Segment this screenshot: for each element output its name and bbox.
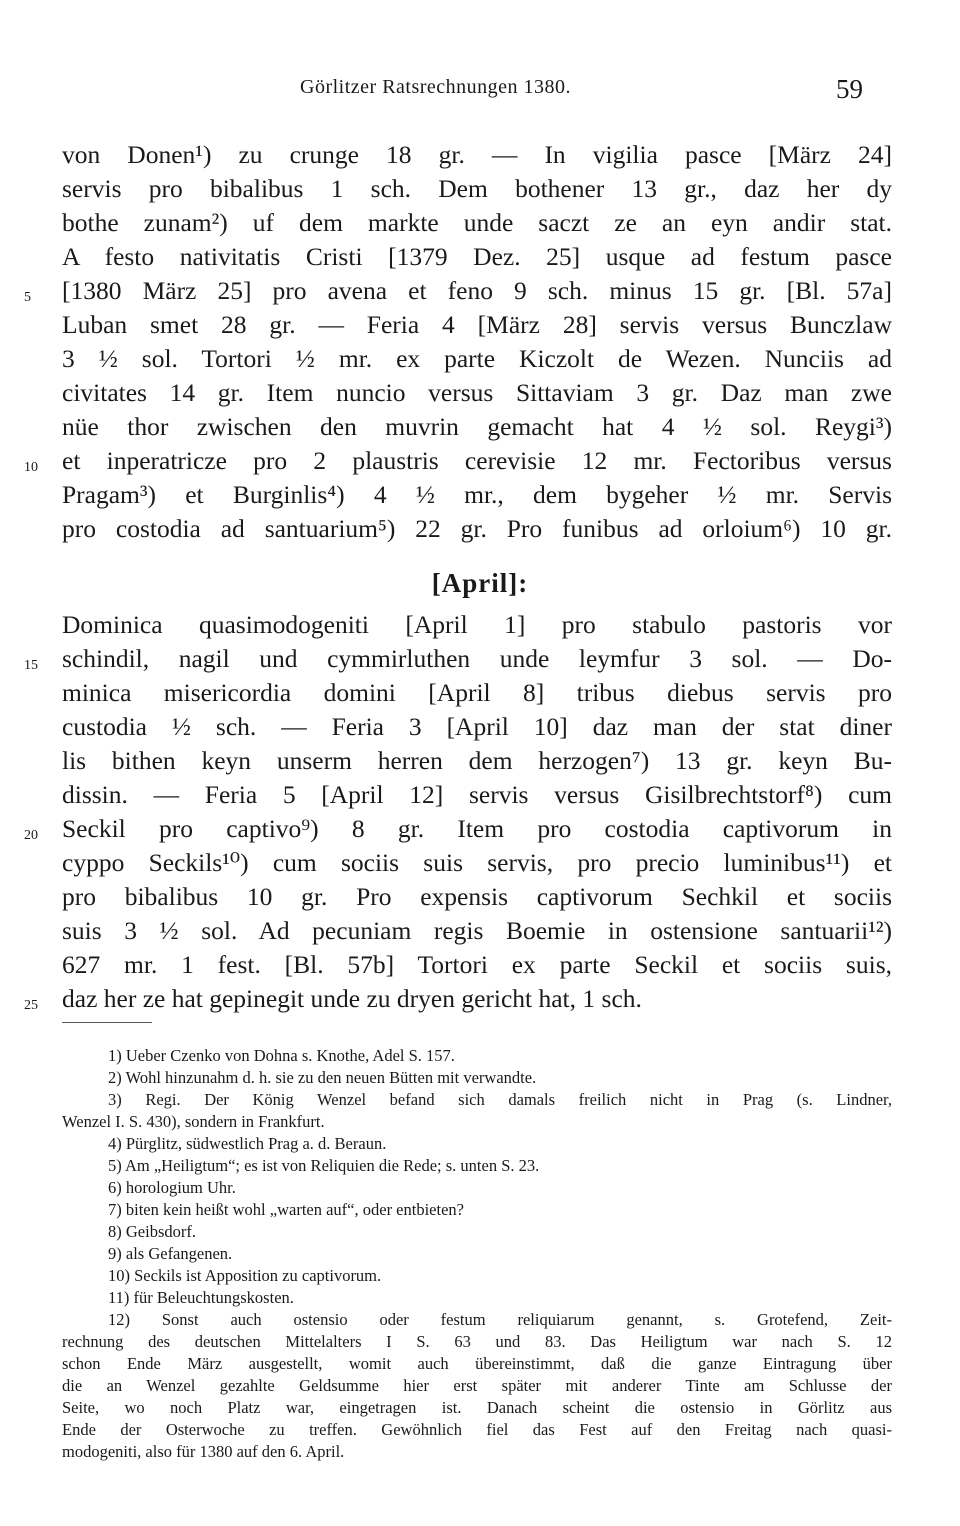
text-line: servis pro bibalibus 1 sch. Dem bothener 13 gr., daz her dy xyxy=(62,174,892,203)
text-line: A festo nativitatis Cristi [1379 Dez. 25] usque ad festum pasce xyxy=(62,242,892,271)
text-line: daz her ze hat gepinegit unde zu dryen gericht hat, 1 sch. xyxy=(62,984,642,1013)
footnote: 3) Regi. Der König Wenzel befand sich damals freilich nicht in Prag (s. Lindner, xyxy=(108,1090,892,1109)
text-line: et inperatricze pro 2 plaustris cerevisie 12 mr. Fectoribus versus xyxy=(62,446,892,475)
footnote: 7) biten kein heißt wohl „warten auf“, oder entbieten? xyxy=(108,1200,464,1219)
text-line: lis bithen keyn unserm herren dem herzogen⁷) 13 gr. keyn Bu- xyxy=(62,746,892,775)
line-number: 10 xyxy=(24,460,38,475)
footnote: 1) Ueber Czenko von Dohna s. Knothe, Adel S. 157. xyxy=(108,1046,455,1065)
page-header xyxy=(0,74,960,110)
line-number: 15 xyxy=(24,658,38,673)
section-heading: [April]: xyxy=(431,568,529,598)
text-line: Pragam³) et Burginlis⁴) 4 ½ mr., dem bygeher ½ mr. Servis xyxy=(62,480,892,509)
text-line: nüe thor zwischen den muvrin gemacht hat 4 ½ sol. Reygi³) xyxy=(62,412,892,441)
footnote: 11) für Beleuchtungskosten. xyxy=(108,1288,294,1307)
footnote: 2) Wohl hinzunahm d. h. sie zu den neuen Bütten mit verwandte. xyxy=(108,1068,537,1087)
footnote: 4) Pürglitz, südwestlich Prag a. d. Beraun. xyxy=(108,1134,387,1153)
text-line: minica misericordia domini [April 8] tribus diebus servis pro xyxy=(62,678,892,707)
footnote: modogeniti, also für 1380 auf den 6. April. xyxy=(62,1442,345,1461)
text-line: bothe zunam²) uf dem markte unde saczt ze an eyn andir stat. xyxy=(62,208,892,237)
page-number: 59 xyxy=(836,74,863,104)
running-title: Görlitzer Ratsrechnungen 1380. xyxy=(300,76,572,98)
text-line: cyppo Seckils¹⁰) cum sociis suis servis, pro precio luminibus¹¹) et xyxy=(62,848,892,877)
footnote: 12) Sonst auch ostensio oder festum reliquiarum genannt, s. Grotefend, Zeit- xyxy=(108,1310,892,1329)
text-line: 3 ½ sol. Tortori ½ mr. ex parte Kiczolt de Wezen. Nunciis ad xyxy=(62,344,892,373)
footnote: 10) Seckils ist Apposition zu captivorum. xyxy=(108,1266,382,1285)
text-line: dissin. — Feria 5 [April 12] servis versus Gisilbrechtstorf⁸) cum xyxy=(62,780,892,809)
footnote-divider xyxy=(62,1022,152,1023)
text-line: custodia ½ sch. — Feria 3 [April 10] daz man der stat diner xyxy=(62,712,892,741)
footnote: 6) horologium Uhr. xyxy=(108,1178,236,1197)
text-line: Seckil pro captivo⁹) 8 gr. Item pro costodia captivorum in xyxy=(62,814,892,843)
text-line: pro costodia ad santuarium⁵) 22 gr. Pro funibus ad orloium⁶) 10 gr. xyxy=(62,514,892,543)
footnote: Wenzel I. S. 430), sondern in Frankfurt. xyxy=(62,1112,325,1131)
text-line: suis 3 ½ sol. Ad pecuniam regis Boemie in ostensione santuarii¹²) xyxy=(62,916,892,945)
text-line: pro bibalibus 10 gr. Pro expensis captivorum Sechkil et sociis xyxy=(62,882,892,911)
text-line: [1380 März 25] pro avena et feno 9 sch. minus 15 gr. [Bl. 57a] xyxy=(62,276,892,305)
footnote: schon Ende März ausgestellt, womit auch übereinstimmt, daß die ganze Eintragung über xyxy=(62,1354,892,1373)
footnote: rechnung des deutschen Mittelalters I S. 63 und 83. Das Heiligtum war nach S. 12 xyxy=(62,1332,892,1351)
text-line: Luban smet 28 gr. — Feria 4 [März 28] servis versus Bunczlaw xyxy=(62,310,892,339)
footnote: die an Wenzel gezahlte Geldsumme hier erst später mit anderer Tinte am Schlusse der xyxy=(62,1376,892,1395)
text-line: Dominica quasimodogeniti [April 1] pro stabulo pastoris vor xyxy=(62,610,892,639)
text-line: 627 mr. 1 fest. [Bl. 57b] Tortori ex parte Seckil et sociis suis, xyxy=(62,950,892,979)
footnote: Seite, wo noch Platz war, eingetragen ist. Danach scheint die ostensio in Görlitz aus xyxy=(62,1398,892,1417)
line-number: 20 xyxy=(24,828,38,843)
footnote: 5) Am „Heiligtum“; es ist von Reliquien die Rede; s. unten S. 23. xyxy=(108,1156,540,1175)
footnote: 9) als Gefangenen. xyxy=(108,1244,233,1263)
footnote: 8) Geibsdorf. xyxy=(108,1222,196,1241)
line-number: 5 xyxy=(24,290,31,305)
text-line: civitates 14 gr. Item nuncio versus Sittaviam 3 gr. Daz man zwe xyxy=(62,378,892,407)
text-line: schindil, nagil und cymmirluthen unde leymfur 3 sol. — Do- xyxy=(62,644,892,673)
text-line: von Donen¹) zu crunge 18 gr. — In vigilia pasce [März 24] xyxy=(62,140,892,169)
footnote: Ende der Osterwoche zu treffen. Gewöhnlich fiel das Fest auf den Freitag nach quasi- xyxy=(62,1420,892,1439)
line-number: 25 xyxy=(24,998,38,1013)
